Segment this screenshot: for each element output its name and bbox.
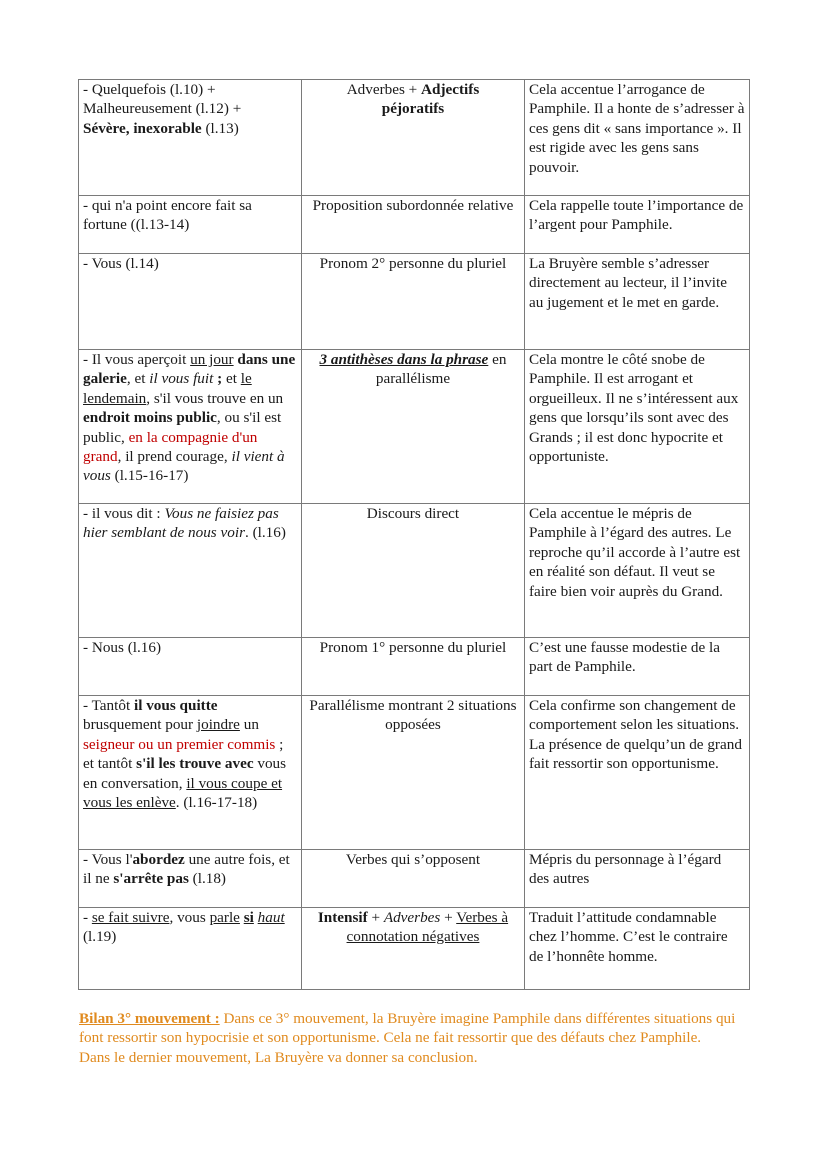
interpretation-cell: Cela confirme son changement de comportement selon les situations. La présence de quelqu’un de grand fait ressortir son opportunisme. — [524, 696, 749, 850]
table-row — [79, 638, 750, 696]
procede-cell: Proposition subordonnée relative — [301, 196, 524, 254]
table-row — [79, 504, 750, 638]
table-row — [79, 254, 750, 350]
quote-cell: - Vous (l.14) — [79, 254, 302, 350]
table-row — [79, 80, 750, 196]
interpretation-cell: C’est une fausse modestie de la part de Pamphile. — [524, 638, 749, 696]
bilan-paragraph — [79, 1009, 739, 1067]
interpretation-cell: La Bruyère semble s’adresser directement au lecteur, il l’invite au jugement et le met en garde. — [524, 254, 749, 350]
table-row — [79, 850, 750, 908]
interpretation-cell: Cela montre le côté snobe de Pamphile. Il est arrogant et orgueilleux. Il ne s’intéressent aux gens que lorsqu’ils sont avec des Grands ; il est donc hypocrite et opportuniste. — [524, 350, 749, 504]
table-row — [79, 196, 750, 254]
interpretation-cell: Traduit l’attitude condamnable chez l’homme. C’est le contraire de l’honnête homme. — [524, 908, 749, 990]
procede-cell: Discours direct — [301, 504, 524, 638]
procede-cell: Parallélisme montrant 2 situations opposées — [301, 696, 524, 850]
procede-cell: Pronom 2° personne du pluriel — [301, 254, 524, 350]
table-row — [79, 908, 750, 990]
analysis-table — [78, 79, 750, 990]
interpretation-cell: Cela rappelle toute l’importance de l’argent pour Pamphile. — [524, 196, 749, 254]
procede-cell: Pronom 1° personne du pluriel — [301, 638, 524, 696]
quote-cell: - Nous (l.16) — [79, 638, 302, 696]
table-row — [79, 696, 750, 850]
quote-cell: - Tantôt il vous quitte brusquement pour joindre un seigneur ou un premier commis ; et tantôt s'il les trouve avec vous en conversation, il vous coupe et vous les enlève. (l.16-17-18) — [79, 696, 302, 850]
procede-cell: Adverbes + Adjectifs péjoratifs — [301, 80, 524, 196]
bilan-text: Dans ce 3° mouvement, la Bruyère imagine Pamphile dans différentes situations qui font ressortir son hypocrisie et son opportunisme. Cela ne fait ressortir que des défauts chez Pamphile. — [79, 1010, 736, 1047]
bilan-conclusion: Dans le dernier mouvement, La Bruyère va donner sa conclusion. — [79, 1048, 478, 1066]
interpretation-cell: Cela accentue l’arrogance de Pamphile. Il a honte de s’adresser à ces gens dit « sans importance ». Il est rigide avec les gens sans pouvoir. — [524, 80, 749, 196]
procede-cell: 3 antithèses dans la phrase en parallélisme — [301, 350, 524, 504]
table-row — [79, 350, 750, 504]
quote-cell: - Il vous aperçoit un jour dans une galerie, et il vous fuit ; et le lendemain, s'il vous trouve en un endroit moins public, ou s'il est public, en la compagnie d'un grand, il prend courage, il vient à vous (l.15-16-17) — [79, 350, 302, 504]
procede-cell: Intensif + Adverbes + Verbes à connotation négatives — [301, 908, 524, 990]
procede-cell: Verbes qui s’opposent — [301, 850, 524, 908]
quote-cell: - Quelquefois (l.10) + Malheureusement (l.12) + Sévère, inexorable (l.13) — [79, 80, 302, 196]
quote-cell: - qui n'a point encore fait sa fortune ((l.13-14) — [79, 196, 302, 254]
quote-cell: - Vous l'abordez une autre fois, et il ne s'arrête pas (l.18) — [79, 850, 302, 908]
interpretation-cell: Mépris du personnage à l’égard des autres — [524, 850, 749, 908]
interpretation-cell: Cela accentue le mépris de Pamphile à l’égard des autres. Le reproche qu’il accorde à l’autre est en réalité son défaut. Il veut se faire bien voir auprès du Grand. — [524, 504, 749, 638]
bilan-title: Bilan 3° mouvement : — [79, 1010, 220, 1027]
quote-cell: - se fait suivre, vous parle si haut (l.19) — [79, 908, 302, 990]
quote-cell: - il vous dit : Vous ne faisiez pas hier semblant de nous voir. (l.16) — [79, 504, 302, 638]
